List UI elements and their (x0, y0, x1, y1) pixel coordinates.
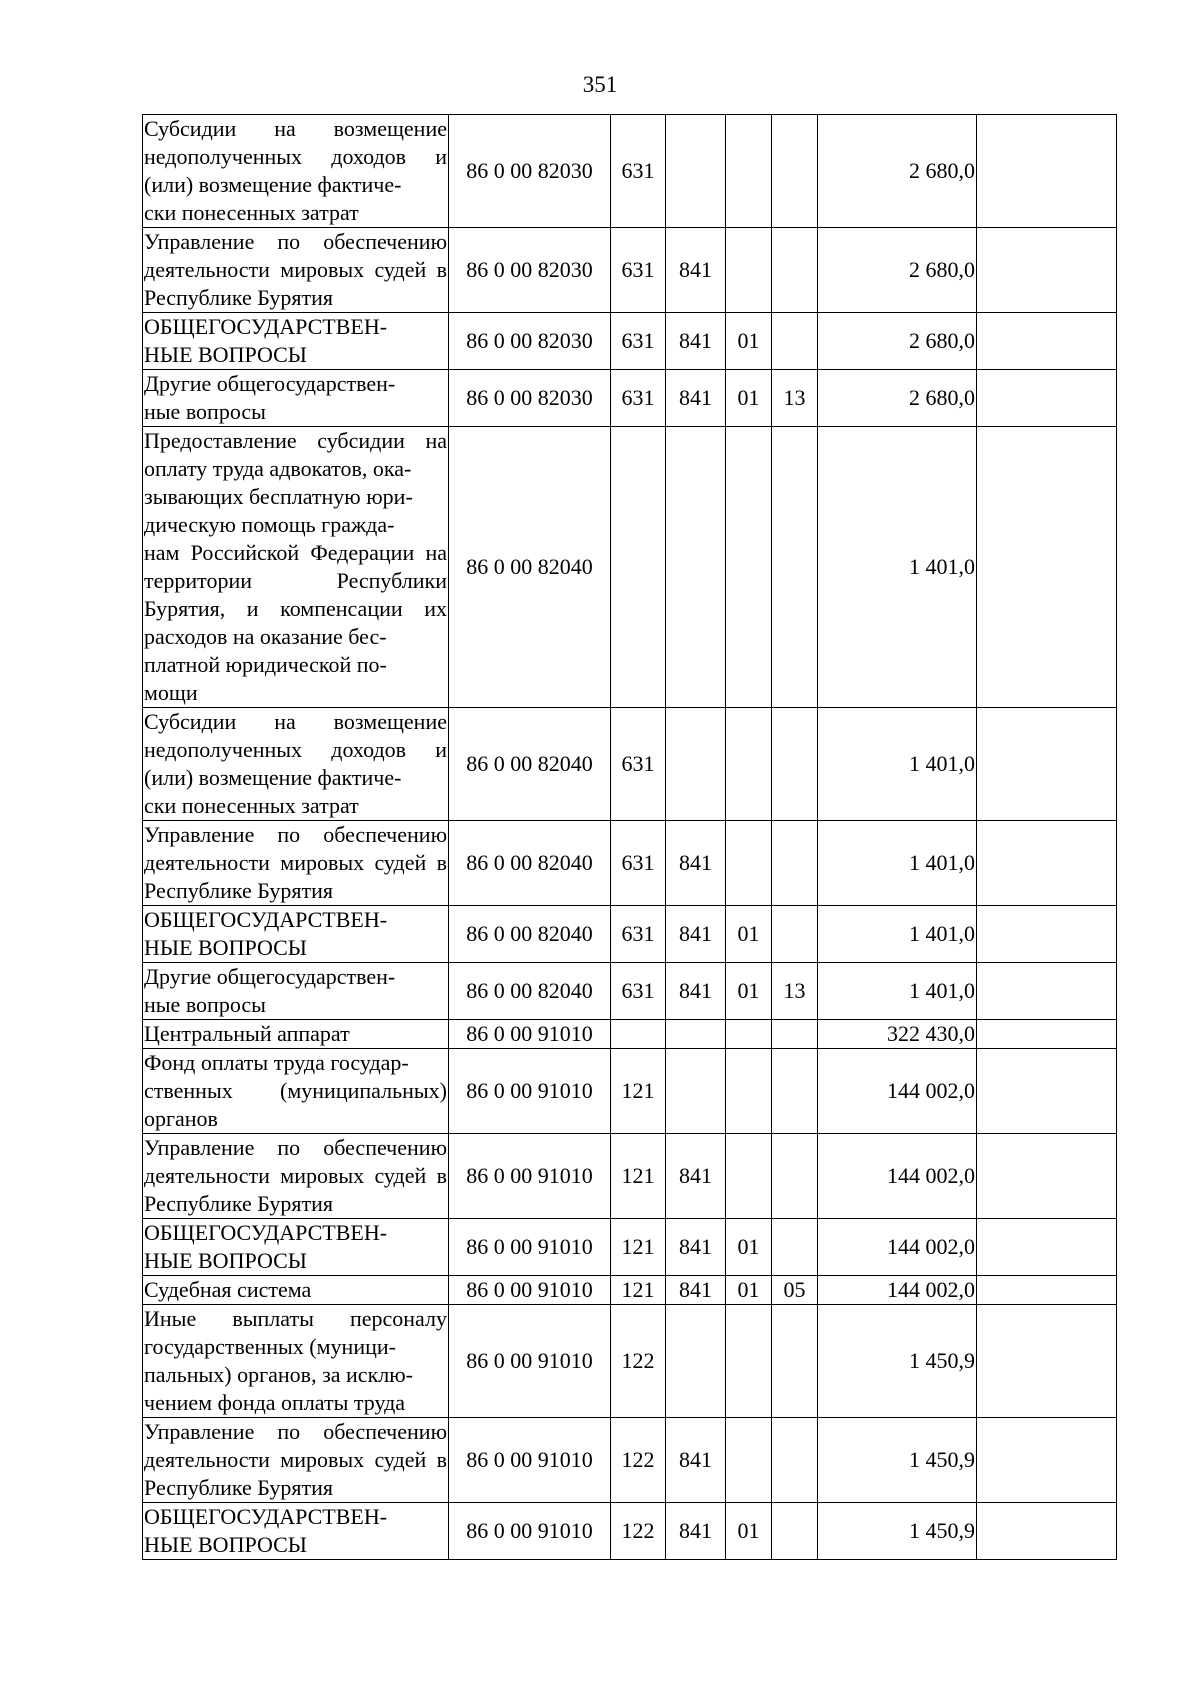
subsection-cell (772, 1503, 818, 1560)
target-article-cell: 86 0 00 82030 (449, 313, 611, 370)
department-code-cell: 841 (666, 313, 726, 370)
department-code-cell (666, 1049, 726, 1134)
subsection-cell (772, 1134, 818, 1219)
row-name-cell: ОБЩЕГОСУДАРСТВЕН- НЫЕ ВОПРОСЫ (143, 1503, 449, 1560)
department-code-cell: 841 (666, 228, 726, 313)
department-code-cell: 841 (666, 1276, 726, 1305)
target-article-cell: 86 0 00 91010 (449, 1305, 611, 1418)
amount-cell: 1 450,9 (818, 1503, 977, 1560)
row-name-cell: Иные выплаты персоналу государственных (муници- пальных) органов, за исклю- чением фонда оплаты труда (143, 1305, 449, 1418)
section-cell (726, 427, 772, 708)
expense-type-cell: 631 (611, 228, 666, 313)
row-name-cell: ОБЩЕГОСУДАРСТВЕН- НЫЕ ВОПРОСЫ (143, 1219, 449, 1276)
target-article-cell: 86 0 00 91010 (449, 1219, 611, 1276)
amount-cell: 1 450,9 (818, 1305, 977, 1418)
table-row (143, 1219, 1117, 1276)
expense-type-cell: 631 (611, 708, 666, 821)
extra-cell (977, 228, 1117, 313)
table-row (143, 370, 1117, 427)
amount-cell: 322 430,0 (818, 1020, 977, 1049)
subsection-cell (772, 228, 818, 313)
row-name-cell: Другие общегосударствен- ные вопросы (143, 963, 449, 1020)
row-name-cell: Управление по обеспечению деятельности мировых судей в Республике Бурятия (143, 1418, 449, 1503)
table-row (143, 1020, 1117, 1049)
extra-cell (977, 906, 1117, 963)
amount-cell: 144 002,0 (818, 1049, 977, 1134)
department-code-cell: 841 (666, 1418, 726, 1503)
target-article-cell: 86 0 00 91010 (449, 1020, 611, 1049)
subsection-cell (772, 115, 818, 228)
target-article-cell: 86 0 00 91010 (449, 1503, 611, 1560)
subsection-cell (772, 906, 818, 963)
table-row (143, 821, 1117, 906)
amount-cell: 1 401,0 (818, 906, 977, 963)
expense-type-cell: 121 (611, 1276, 666, 1305)
target-article-cell: 86 0 00 82040 (449, 427, 611, 708)
table-row (143, 115, 1117, 228)
department-code-cell: 841 (666, 1219, 726, 1276)
section-cell: 01 (726, 906, 772, 963)
row-name-cell: ОБЩЕГОСУДАРСТВЕН- НЫЕ ВОПРОСЫ (143, 313, 449, 370)
table-row (143, 1418, 1117, 1503)
extra-cell (977, 708, 1117, 821)
extra-cell (977, 1219, 1117, 1276)
extra-cell (977, 1418, 1117, 1503)
extra-cell (977, 1276, 1117, 1305)
expense-type-cell: 631 (611, 115, 666, 228)
amount-cell: 144 002,0 (818, 1134, 977, 1219)
section-cell (726, 1418, 772, 1503)
extra-cell (977, 370, 1117, 427)
section-cell: 01 (726, 1276, 772, 1305)
table-row (143, 228, 1117, 313)
target-article-cell: 86 0 00 82040 (449, 821, 611, 906)
extra-cell (977, 821, 1117, 906)
department-code-cell: 841 (666, 370, 726, 427)
amount-cell: 144 002,0 (818, 1276, 977, 1305)
subsection-cell (772, 427, 818, 708)
section-cell: 01 (726, 370, 772, 427)
section-cell (726, 1049, 772, 1134)
subsection-cell (772, 1305, 818, 1418)
amount-cell: 2 680,0 (818, 228, 977, 313)
expense-type-cell: 122 (611, 1418, 666, 1503)
department-code-cell: 841 (666, 1503, 726, 1560)
amount-cell: 2 680,0 (818, 115, 977, 228)
section-cell: 01 (726, 963, 772, 1020)
table-row (143, 313, 1117, 370)
department-code-cell: 841 (666, 821, 726, 906)
row-name-cell: Управление по обеспечению деятельности мировых судей в Республике Бурятия (143, 1134, 449, 1219)
target-article-cell: 86 0 00 82040 (449, 963, 611, 1020)
department-code-cell: 841 (666, 963, 726, 1020)
amount-cell: 1 401,0 (818, 821, 977, 906)
department-code-cell (666, 115, 726, 228)
expense-type-cell (611, 1020, 666, 1049)
section-cell (726, 115, 772, 228)
target-article-cell: 86 0 00 82040 (449, 906, 611, 963)
expense-type-cell: 631 (611, 370, 666, 427)
subsection-cell (772, 821, 818, 906)
section-cell (726, 1305, 772, 1418)
section-cell: 01 (726, 313, 772, 370)
section-cell (726, 821, 772, 906)
expense-type-cell: 631 (611, 313, 666, 370)
department-code-cell (666, 427, 726, 708)
table-row (143, 963, 1117, 1020)
extra-cell (977, 1503, 1117, 1560)
target-article-cell: 86 0 00 82030 (449, 228, 611, 313)
subsection-cell (772, 1049, 818, 1134)
row-name-cell: Судебная система (143, 1276, 449, 1305)
row-name-cell: Субсидии на возмещение недополученных доходов и (или) возмещение фактиче- ски понесенных затрат (143, 708, 449, 821)
section-cell: 01 (726, 1503, 772, 1560)
section-cell (726, 1020, 772, 1049)
subsection-cell: 05 (772, 1276, 818, 1305)
expense-type-cell: 122 (611, 1503, 666, 1560)
target-article-cell: 86 0 00 91010 (449, 1134, 611, 1219)
department-code-cell: 841 (666, 906, 726, 963)
expense-type-cell: 121 (611, 1219, 666, 1276)
section-cell (726, 1134, 772, 1219)
subsection-cell (772, 313, 818, 370)
table-row (143, 708, 1117, 821)
department-code-cell (666, 1305, 726, 1418)
row-name-cell: Другие общегосударствен- ные вопросы (143, 370, 449, 427)
row-name-cell: Управление по обеспечению деятельности мировых судей в Республике Бурятия (143, 821, 449, 906)
expense-type-cell (611, 427, 666, 708)
subsection-cell (772, 1020, 818, 1049)
department-code-cell (666, 708, 726, 821)
table-row (143, 1503, 1117, 1560)
table-body (143, 115, 1117, 1560)
extra-cell (977, 115, 1117, 228)
amount-cell: 2 680,0 (818, 313, 977, 370)
row-name-cell: Центральный аппарат (143, 1020, 449, 1049)
subsection-cell: 13 (772, 963, 818, 1020)
budget-table (142, 114, 1117, 1560)
extra-cell (977, 1134, 1117, 1219)
extra-cell (977, 1305, 1117, 1418)
expense-type-cell: 121 (611, 1049, 666, 1134)
amount-cell: 1 401,0 (818, 963, 977, 1020)
section-cell (726, 228, 772, 313)
table-row (143, 1305, 1117, 1418)
row-name-cell: Предоставление субсидии на оплату труда адвокатов, ока- зывающих бесплатную юри- дическую помощь гражда- нам Российской Федерации на территории Республики Бурятия, и компенсации их расходов на оказание бес- платной юридической по- мощи (143, 427, 449, 708)
subsection-cell (772, 1418, 818, 1503)
extra-cell (977, 1049, 1117, 1134)
table-row (143, 1134, 1117, 1219)
subsection-cell: 13 (772, 370, 818, 427)
table-row (143, 1049, 1117, 1134)
expense-type-cell: 631 (611, 821, 666, 906)
subsection-cell (772, 1219, 818, 1276)
table-row (143, 906, 1117, 963)
extra-cell (977, 1020, 1117, 1049)
target-article-cell: 86 0 00 82040 (449, 708, 611, 821)
section-cell: 01 (726, 1219, 772, 1276)
amount-cell: 2 680,0 (818, 370, 977, 427)
amount-cell: 1 401,0 (818, 427, 977, 708)
department-code-cell: 841 (666, 1134, 726, 1219)
section-cell (726, 708, 772, 821)
extra-cell (977, 313, 1117, 370)
extra-cell (977, 963, 1117, 1020)
subsection-cell (772, 708, 818, 821)
row-name-cell: Субсидии на возмещение недополученных доходов и (или) возмещение фактиче- ски понесенных затрат (143, 115, 449, 228)
amount-cell: 144 002,0 (818, 1219, 977, 1276)
amount-cell: 1 450,9 (818, 1418, 977, 1503)
table-row (143, 1276, 1117, 1305)
expense-type-cell: 122 (611, 1305, 666, 1418)
expense-type-cell: 631 (611, 906, 666, 963)
target-article-cell: 86 0 00 82030 (449, 370, 611, 427)
department-code-cell (666, 1020, 726, 1049)
expense-type-cell: 631 (611, 963, 666, 1020)
target-article-cell: 86 0 00 91010 (449, 1276, 611, 1305)
row-name-cell: Фонд оплаты труда государ- ственных (муниципальных) органов (143, 1049, 449, 1134)
target-article-cell: 86 0 00 91010 (449, 1418, 611, 1503)
table-row (143, 427, 1117, 708)
page-number: 351 (582, 72, 618, 97)
row-name-cell: ОБЩЕГОСУДАРСТВЕН- НЫЕ ВОПРОСЫ (143, 906, 449, 963)
amount-cell: 1 401,0 (818, 708, 977, 821)
extra-cell (977, 427, 1117, 708)
expense-type-cell: 121 (611, 1134, 666, 1219)
target-article-cell: 86 0 00 91010 (449, 1049, 611, 1134)
target-article-cell: 86 0 00 82030 (449, 115, 611, 228)
row-name-cell: Управление по обеспечению деятельности мировых судей в Республике Бурятия (143, 228, 449, 313)
